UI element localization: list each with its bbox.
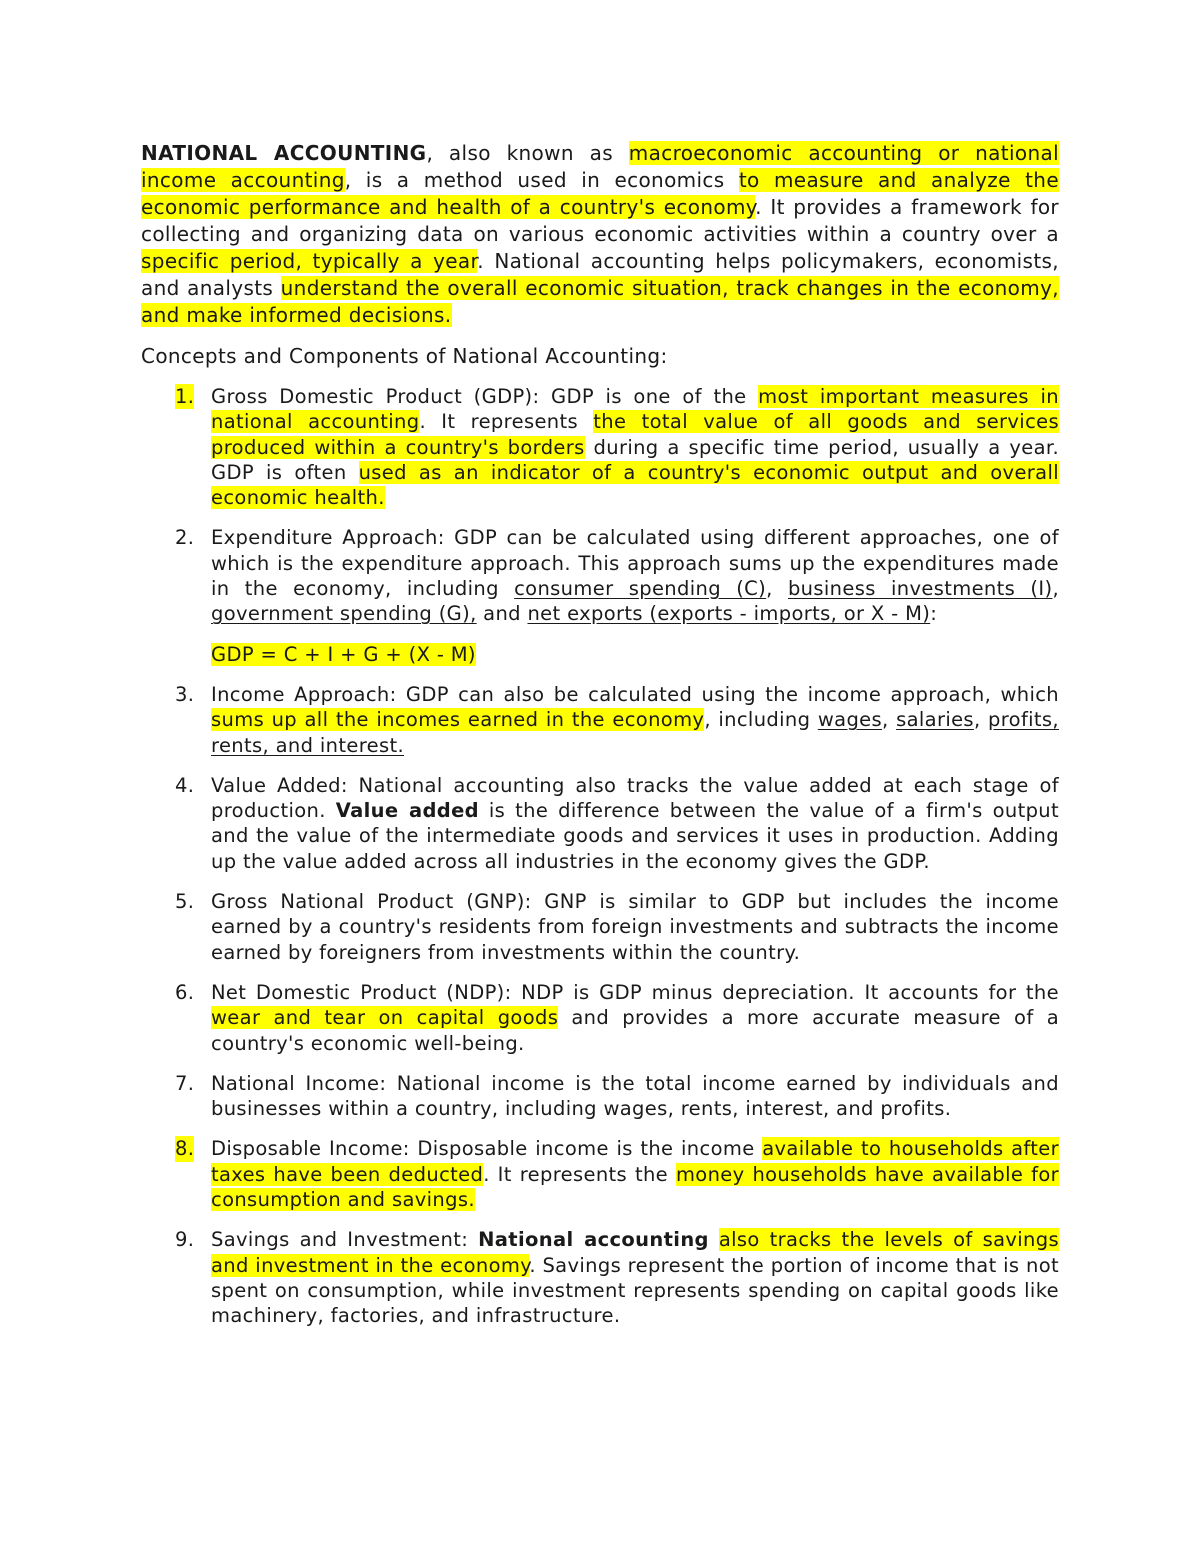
list-item-income-approach (141, 682, 1059, 758)
intro-highlight: specific period, typically a year (141, 249, 478, 273)
list-item-expenditure-approach (141, 525, 1059, 666)
item-text: Income Approach: GDP can also be calculated using the income approach, which (211, 682, 1059, 706)
item-text: Disposable Income: Disposable income is the income (211, 1137, 763, 1161)
item-highlight: wear and tear on capital goods (211, 1006, 559, 1030)
list-item-gnp (141, 889, 1059, 965)
intro-paragraph (141, 140, 1059, 329)
item-underline: profits, rents, and interest. (211, 708, 1059, 757)
item-text: is the difference between the value of a firm's output and the value of the intermediate goods and services it uses in production. Adding up the value added across all industries in the economy gives the GDP. (211, 799, 1059, 873)
item-highlight: sums up all the incomes earned in the economy (211, 708, 705, 732)
item-text: Savings and Investment: (211, 1228, 479, 1252)
item-highlight: also tracks the levels of savings and investment in the economy (211, 1228, 1059, 1277)
formula-text: GDP = C + I + G + (X - M) (211, 642, 476, 666)
item-number: 1. (175, 385, 195, 408)
item-text: , (882, 708, 897, 732)
item-underline: salaries (896, 708, 974, 732)
item-underline: wages (817, 708, 883, 732)
item-underline: government spending (G), (211, 602, 477, 626)
intro-text: , is a method used in economics (344, 168, 739, 192)
item-number: 6. (175, 980, 195, 1004)
item-text: . Savings represent the portion of income that is not spent on consumption, while investment represents spending on capital goods like machinery, factories, and infrastructure. (211, 1253, 1060, 1328)
intro-text: . National accounting helps policymakers, economists, and analysts (141, 249, 1059, 300)
intro-text: , also known as (426, 141, 629, 165)
gdp-formula (211, 642, 1059, 667)
item-underline: net exports (exports - imports, or X - M) (527, 602, 931, 626)
item-number: 3. (175, 682, 195, 706)
item-text: , (973, 708, 988, 732)
item-number: 2. (175, 526, 195, 550)
item-highlight: the total value of all goods and services produced within a country's borders (211, 410, 1060, 459)
item-text: Value Added: National accounting also tracks the value added at each stage of production. (211, 773, 1059, 823)
item-highlight: money households have available for consumption and savings. (211, 1162, 1060, 1212)
item-text: , including (704, 708, 818, 732)
item-number: 5. (175, 890, 195, 914)
item-number: 4. (175, 773, 195, 797)
item-highlight: available to households after taxes have been deducted (211, 1137, 1059, 1186)
item-text: Gross National Product (GNP): GNP is similar to GDP but includes the income earned by a country's residents from foreign investments and subtracts the income earned by foreigners from investments within the country. (211, 890, 1059, 964)
intro-text: . It provides a framework for collecting and organizing data on various economic activities within a country over a (141, 195, 1059, 246)
item-text: Gross Domestic Product (GDP): GDP is one of the (211, 385, 759, 408)
item-underline: consumer spending (C) (514, 577, 767, 601)
item-text: during a specific time period, usually a year. GDP is often (211, 435, 1060, 484)
item-text: , (766, 577, 788, 601)
item-highlight: used as an indicator of a country's economic output and overall economic health. (211, 460, 1059, 510)
item-number: 8. (175, 1137, 195, 1161)
item-bold: National accounting (478, 1228, 709, 1252)
item-number: 7. (175, 1071, 195, 1095)
intro-highlight: to measure and analyze the economic performance and health of a country's economy (141, 168, 1059, 219)
item-underline: business investments (I) (787, 577, 1053, 601)
item-text: : (930, 602, 938, 626)
list-item-value-added (141, 773, 1059, 874)
section-heading: Concepts and Components of National Accounting: (141, 344, 668, 368)
item-text: National Income: National income is the total income earned by individuals and businesses within a country, including wages, rents, interest, and profits. (211, 1071, 1059, 1121)
document-body (141, 140, 1059, 1344)
list-item-disposable-income (141, 1136, 1059, 1212)
item-text: Expenditure Approach: GDP can be calculated using different approaches, one of which is the expenditure approach. This approach sums up the expenditures made in the economy, including (211, 526, 1059, 601)
item-text: . It represents (419, 410, 594, 434)
intro-highlight: understand the overall economic situation, track changes in the economy, and make informed decisions. (141, 276, 1059, 327)
components-list (141, 384, 1059, 1329)
list-item-ndp (141, 980, 1059, 1056)
list-item-savings-investment (141, 1227, 1059, 1328)
item-text: , (1052, 577, 1060, 601)
item-text (709, 1228, 719, 1251)
intro-highlight: macroeconomic accounting or national income accounting (141, 141, 1060, 192)
item-text: . It represents the (483, 1162, 676, 1186)
list-item-national-income (141, 1071, 1059, 1122)
item-highlight: most important measures in national accounting (211, 385, 1060, 434)
item-number: 9. (175, 1228, 195, 1252)
intro-term: NATIONAL ACCOUNTING (141, 141, 427, 165)
item-text: and (476, 602, 528, 626)
item-bold: Value added (335, 799, 479, 823)
list-item-gdp (141, 384, 1059, 510)
item-text: Net Domestic Product (NDP): NDP is GDP minus depreciation. It accounts for the (211, 980, 1059, 1004)
item-text: and provides a more accurate measure of a country's economic well-being. (211, 1006, 1059, 1055)
